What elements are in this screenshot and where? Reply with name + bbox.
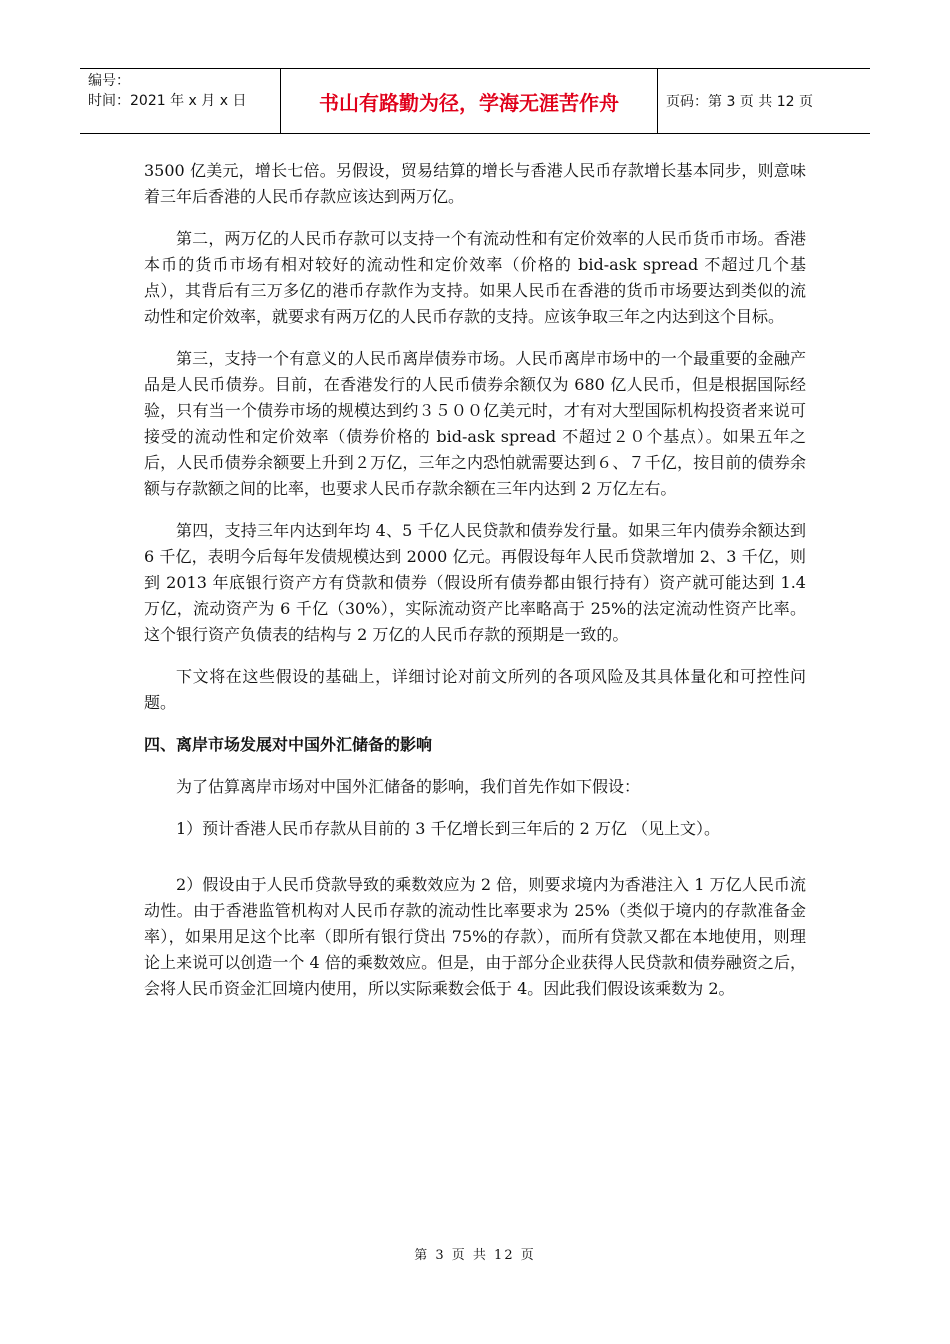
document-date: 时间：2021 年 x 月 x 日	[88, 93, 247, 109]
header-meta	[80, 69, 280, 133]
page-footer: 第 3 页 共 12 页	[414, 1248, 536, 1263]
header-motto: 书山有路勤为径，学海无涯苦作舟	[280, 69, 658, 133]
document-number-label: 编号：	[88, 73, 130, 89]
header-page-info: 页码：第 3 页 共 12 页	[666, 94, 813, 110]
paragraph: 第三，支持一个有意义的人民币离岸债券市场。人民币离岸市场中的一个最重要的金融产品是人民币债券。目前，在香港发行的人民币债券余额仅为 680 亿人民币，但是根据国际经验，只有当一个债券市场的规模达到约３５００亿美元时，才有对大型国际机构投资者来说可接受的流动性和定价效率（债券价格的 bid-ask spread 不超过２０个基点）。如果五年之后，人民币债券余额要上升到２万亿，三年之内恐怕就需要达到６、７千亿，按目前的债券余额与存款额之间的比率，也要求人民币存款余额在三年内达到 2 万亿左右。	[144, 349, 806, 498]
page-header	[80, 68, 870, 134]
paragraph: 下文将在这些假设的基础上，详细讨论对前文所列的各项风险及其具体量化和可控性问题。	[144, 667, 806, 712]
paragraph: 第四，支持三年内达到年均 4、5 千亿人民贷款和债券发行量。如果三年内债券余额达到 6 千亿，表明今后每年发债规模达到 2000 亿元。再假设每年人民币贷款增加 2、3 千亿，则到 2013 年底银行资产方有贷款和债券（假设所有债券都由银行持有）资产就可能达到 1.4 万亿，流动资产为 6 千亿（30%），实际流动资产比率略高于 25%的法定流动性资产比率。这个银行资产负债表的结构与 2 万亿的人民币存款的预期是一致的。	[144, 521, 806, 644]
paragraph: 2）假设由于人民币贷款导致的乘数效应为 2 倍，则要求境内为香港注入 1 万亿人民币流动性。由于香港监管机构对人民币存款的流动性比率要求为 25%（类似于境内的存款准备金率），如果用足这个比率（即所有银行贷出 75%的存款），而所有贷款又都在本地使用，则理论上来说可以创造一个 4 倍的乘数效应。但是，由于部分企业获得人民贷款和债券融资之后，会将人民币资金汇回境内使用，所以实际乘数会低于 4。因此我们假设该乘数为 2。	[144, 875, 806, 998]
paragraph: 3500 亿美元，增长七倍。另假设，贸易结算的增长与香港人民币存款增长基本同步，则意味着三年后香港的人民币存款应该达到两万亿。	[144, 161, 806, 206]
document-body	[144, 158, 806, 1018]
paragraph: 为了估算离岸市场对中国外汇储备的影响，我们首先作如下假设：	[176, 777, 641, 796]
section-heading: 四、离岸市场发展对中国外汇储备的影响	[144, 735, 433, 754]
paragraph: 1）预计香港人民币存款从目前的 3 千亿增长到三年后的 2 万亿 （见上文）。	[176, 819, 720, 838]
paragraph: 第二，两万亿的人民币存款可以支持一个有流动性和有定价效率的人民币货币市场。香港本币的货币市场有相对较好的流动性和定价效率（价格的 bid-ask spread 不超过几个基点），其背后有三万多亿的港币存款作为支持。如果人民币在香港的货币市场要达到类似的流动性和定价效率，就要求有两万亿的人民币存款的支持。应该争取三年之内达到这个目标。	[144, 229, 806, 326]
